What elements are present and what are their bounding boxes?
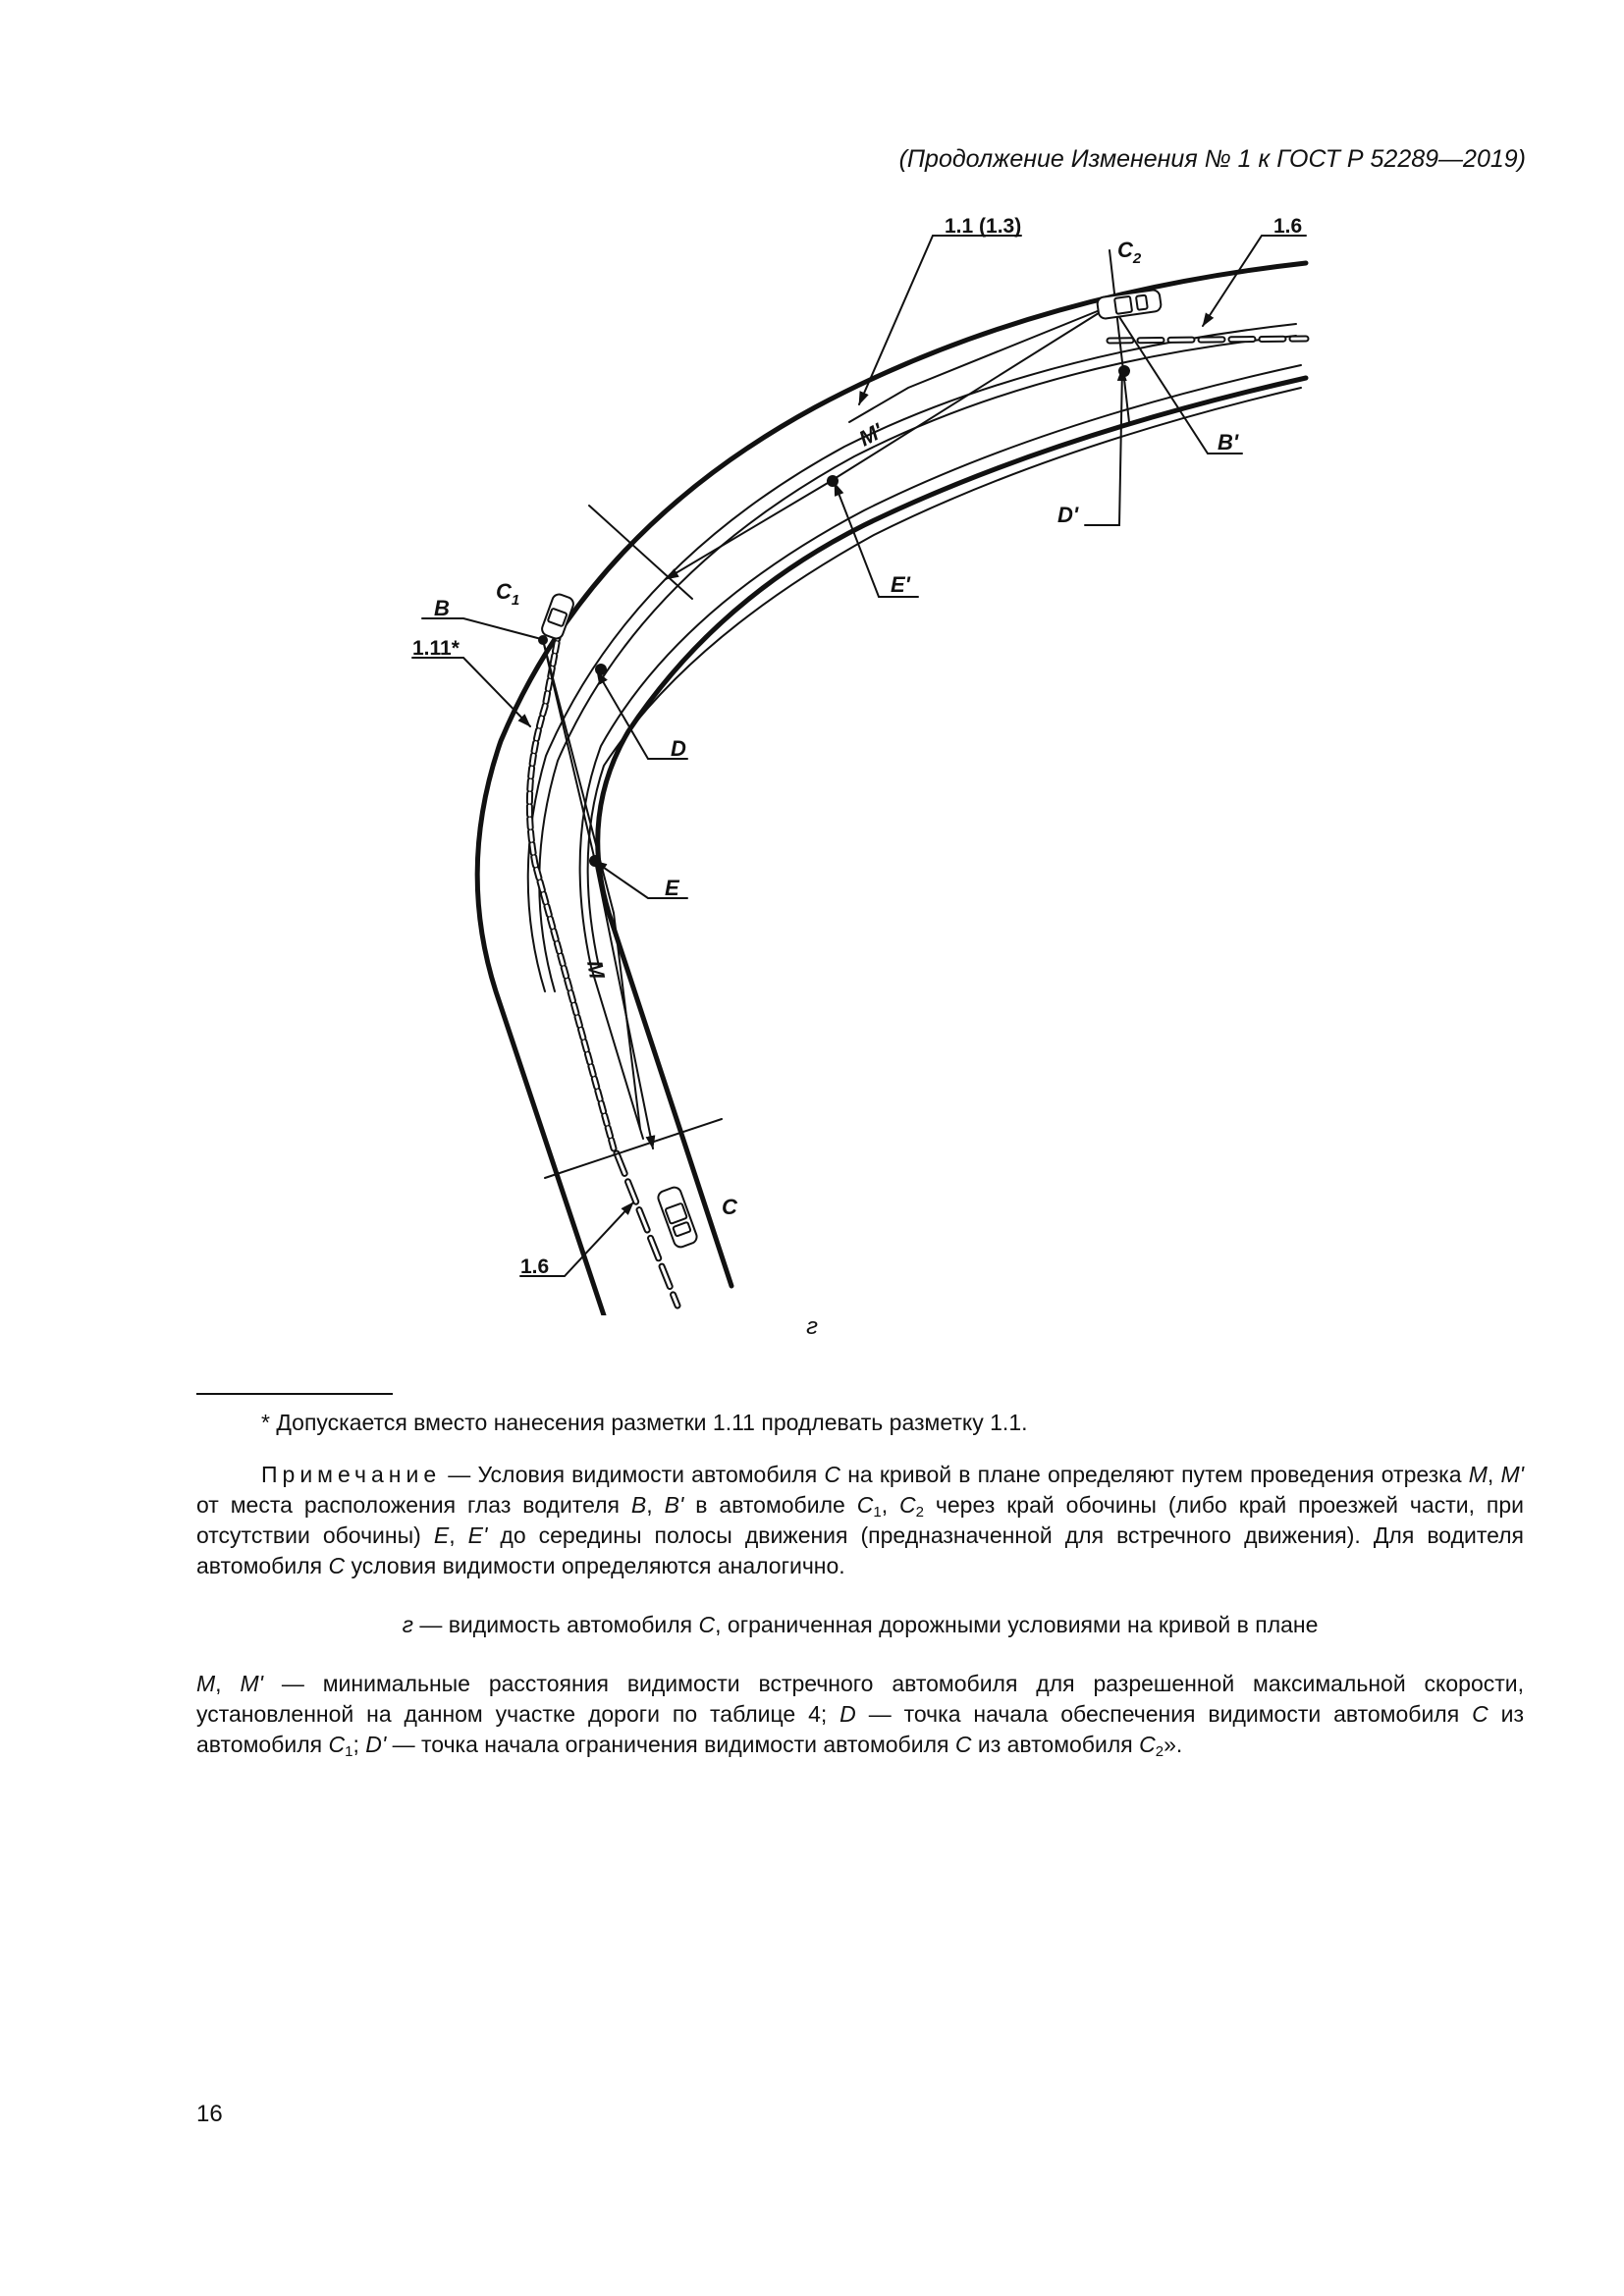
- label-E-prime: E': [891, 572, 910, 597]
- label-1-6-bottom: 1.6: [520, 1255, 550, 1278]
- note-paragraph: Примечание — Условия видимости автомобиля C на кривой в плане определяют путем проведения отрезка M, M' от места расположения глаз водителя B, B' в автомобиле $C_1$, $C_2$ через край обочины (либо край проезжей части, при отсутствии обочины) E, E' до середины полосы движения (предназначенной для встречного движения). Для водителя автомобиля C условия видимости определяются аналогично.: [196, 1462, 1525, 1578]
- point-E: [589, 855, 601, 867]
- point-D: [595, 664, 607, 675]
- section-line-3: [1110, 250, 1129, 422]
- label-C2: $C_2$: [1117, 238, 1142, 267]
- label-M: M: [582, 958, 610, 981]
- label-1-1: 1.1 (1.3): [945, 215, 1022, 238]
- car-C1: [540, 593, 575, 641]
- car-C: [656, 1186, 698, 1250]
- point-B: [538, 635, 548, 645]
- edge-line-2: [539, 336, 1296, 991]
- footnote: * Допускается вместо нанесения разметки 1.11 продлевать разметку 1.1.: [261, 1410, 1028, 1435]
- leader-1-6-top: [1203, 236, 1306, 326]
- label-B: B: [434, 596, 450, 620]
- label-C1: $C_1$: [496, 579, 520, 609]
- label-C: C: [722, 1195, 737, 1219]
- inner-road-edge: [598, 378, 1306, 1286]
- leader-1-1: [859, 236, 1021, 404]
- figure-title: г — видимость автомобиля C, ограниченная дорожными условиями на кривой в плане: [402, 1612, 1319, 1637]
- label-D: D: [671, 736, 686, 761]
- outer-road-edge: [477, 263, 1306, 1315]
- figure-letter: г: [806, 1313, 818, 1340]
- label-E: E: [665, 876, 679, 900]
- label-1-6-top: 1.6: [1273, 215, 1303, 238]
- lane-line-center: [580, 365, 1301, 1139]
- footnote-separator: [196, 1393, 393, 1395]
- point-D-prime: [1118, 365, 1130, 377]
- label-1-11: 1.11*: [412, 637, 460, 660]
- point-E-prime: [827, 475, 839, 487]
- road-curve-diagram: [0, 187, 1624, 1315]
- page-number: 16: [196, 2101, 223, 2127]
- section-line-1: [589, 506, 692, 599]
- label-D-prime: D': [1057, 503, 1079, 527]
- label-B-prime: B': [1218, 430, 1239, 454]
- car-C2: [1097, 290, 1162, 320]
- edge-line-1: [528, 324, 1296, 991]
- sight-line-M-prime: [666, 306, 1110, 579]
- label-M-prime: M': [854, 418, 888, 452]
- legend-paragraph: M, M' — минимальные расстояния видимости встречного автомобиля для разрешенной максимальной скорости, установленной на данном участке дороги по таблице 4; D — точка начала обеспечения видимости автомобиля C из автомобиля $C_1$; D' — точка начала ограничения видимости автомобиля C из автомобиля $C_2$».: [196, 1671, 1525, 1760]
- page-header: (Продолжение Изменения № 1 к ГОСТ Р 52289—2019): [898, 145, 1526, 173]
